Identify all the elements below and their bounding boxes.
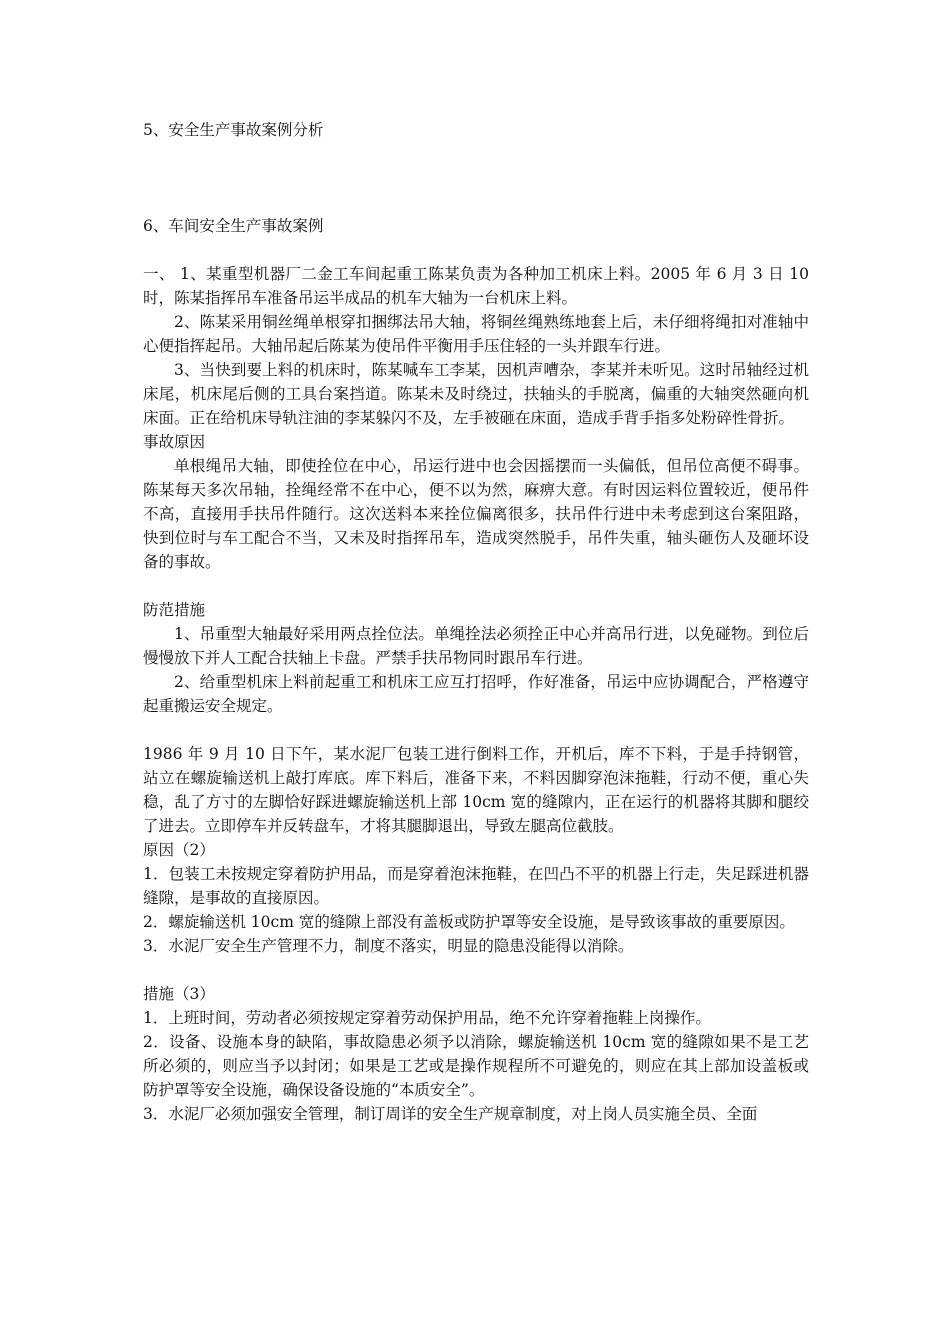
spacer xyxy=(143,238,809,262)
case2-cause-3: 3．水泥厂安全生产管理不力，制度不落实，明显的隐患没能得以消除。 xyxy=(143,937,634,955)
case2-cause-1: 1．包装工未按规定穿着防护用品，而是穿着泡沫拖鞋，在凹凸不平的机器上行走，失足踩进机器缝隙，是事故的直接原因。 xyxy=(143,865,809,907)
case1-paragraph-1: 一、 1、某重型机器厂二金工车间起重工陈某负责为各种加工机床上料。2005 年 6 月 3 日 10 时，陈某指挥吊车准备吊运半成品的机车大轴为一台机床上料。 xyxy=(143,265,809,307)
section-heading-6: 6、车间安全生产事故案例 xyxy=(143,217,324,235)
case2-measure-title: 措施（3） xyxy=(143,985,215,1003)
spacer xyxy=(143,958,809,982)
section-heading-5: 5、安全生产事故案例分析 xyxy=(143,121,324,139)
case2-measure-2: 2．设备、设施本身的缺陷，事故隐患必须予以消除，螺旋输送机 10cm 宽的缝隙如果不是工艺所必须的，则应当予以封闭；如果是工艺或是操作规程所不可避免的，则应在其上部加设盖板或防护罩等安全设施，确保设备设施的“本质安全”。 xyxy=(143,1033,809,1099)
case1-paragraph-3: 3、当快到要上料的机床时，陈某喊车工李某，因机声嘈杂，李某并未听见。这时吊轴经过机床尾，机床尾后侧的工具台案挡道。陈某未及时绕过，扶轴头的手脱离，偏重的大轴突然砸向机床面。正在给机床导轨注油的李某躲闪不及，左手被砸在床面，造成手背手指多处粉碎性骨折。 xyxy=(143,361,809,427)
case2-story: 1986 年 9 月 10 日下午，某水泥厂包装工进行倒料工作，开机后，库不下料，于是手持钢管，站立在螺旋输送机上敲打库底。库下料后，准备下来，不料因脚穿泡沫拖鞋，行动不便，重心失稳，乱了方寸的左脚恰好踩进螺旋输送机上部 10cm 宽的缝隙内，正在运行的机器将其脚和腿绞了进去。立即停车并反转盘车，才将其腿脚退出，导致左腿高位截肢。 xyxy=(143,745,809,835)
case1-measure-2: 2、给重型机床上料前起重工和机床工应互打招呼，作好准备，吊运中应协调配合，严格遵守起重搬运安全规定。 xyxy=(143,673,809,715)
case1-cause-title: 事故原因 xyxy=(143,433,206,451)
document-body xyxy=(143,118,809,1126)
case2-measure-1: 1．上班时间，劳动者必须按规定穿着劳动保护用品，绝不允许穿着拖鞋上岗操作。 xyxy=(143,1009,711,1027)
case1-paragraph-2: 2、陈某采用铜丝绳单根穿扣捆绑法吊大轴，将铜丝绳熟练地套上后，未仔细将绳扣对准轴中心便指挥起吊。大轴吊起后陈某为使吊件平衡用手压住轻的一头并跟车行进。 xyxy=(143,313,809,355)
spacer xyxy=(143,718,809,742)
case1-cause-text: 单根绳吊大轴，即使拴位在中心，吊运行进中也会因摇摆而一头偏低，但吊位高便不碍事。陈某每天多次吊轴，拴绳经常不在中心，便不以为然，麻痹大意。有时因运料位置较近，便吊件不高，直接用手扶吊件随行。这次送料本来拴位偏离很多，扶吊件行进中未考虑到这台案阻路，快到位时与车工配合不当，又未及时指挥吊车，造成突然脱手，吊件失重，轴头砸伤人及砸坏设备的事故。 xyxy=(143,457,809,571)
case1-measure-1: 1、吊重型大轴最好采用两点拴位法。单绳拴法必须拴正中心并高吊行进，以免碰物。到位后慢慢放下并人工配合扶轴上卡盘。严禁手扶吊物同时跟吊车行进。 xyxy=(143,625,809,667)
case2-cause-title: 原因（2） xyxy=(143,841,215,859)
spacer xyxy=(143,142,809,214)
case1-measure-title: 防范措施 xyxy=(143,601,206,619)
case2-measure-3: 3．水泥厂必须加强安全管理，制订周详的安全生产规章制度，对上岗人员实施全员、全面 xyxy=(143,1105,758,1123)
spacer xyxy=(143,574,809,598)
case2-cause-2: 2．螺旋输送机 10cm 宽的缝隙上部没有盖板或防护罩等安全设施，是导致该事故的重要原因。 xyxy=(143,913,795,931)
